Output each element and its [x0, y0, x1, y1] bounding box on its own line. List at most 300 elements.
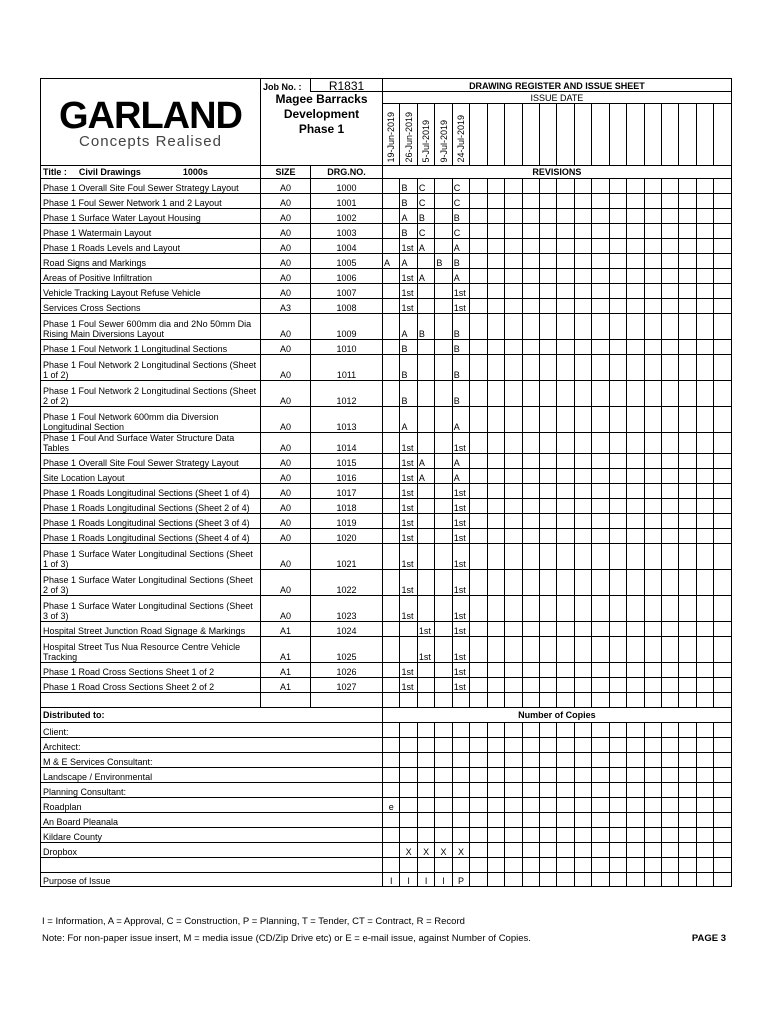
blank-row [41, 693, 732, 708]
revision-cell [714, 179, 732, 194]
copies-cell [644, 783, 661, 798]
copies-cell: X [417, 843, 434, 858]
revision-cell [522, 194, 539, 209]
revision-cell [609, 454, 626, 469]
revision-cell [592, 433, 609, 454]
revision-cell: 1st [400, 596, 417, 622]
revision-cell [487, 529, 504, 544]
revision-cell [609, 209, 626, 224]
revision-cell [679, 433, 696, 454]
revision-cell [592, 469, 609, 484]
revision-cell [557, 209, 574, 224]
revision-cell [470, 179, 487, 194]
recipient-row [41, 843, 732, 858]
revision-cell [696, 194, 713, 209]
revision-cell [557, 239, 574, 254]
revision-cell [627, 381, 644, 407]
copies-cell [470, 798, 487, 813]
revision-cell [714, 224, 732, 239]
drawing-row [41, 529, 732, 544]
revision-cell [609, 254, 626, 269]
revision-cell [417, 381, 434, 407]
drawing-number: 1011 [311, 355, 383, 381]
copies-cell [662, 843, 679, 858]
drawing-number: 1006 [311, 269, 383, 284]
revision-cell [557, 663, 574, 678]
revision-cell [470, 407, 487, 433]
revision-cell [417, 299, 434, 314]
copies-cell [627, 768, 644, 783]
revision-cell [592, 529, 609, 544]
drawing-row [41, 381, 732, 407]
drawing-title: Phase 1 Roads Levels and Layout [41, 239, 261, 254]
revision-cell [487, 299, 504, 314]
copies-cell [592, 738, 609, 753]
blank-cell [696, 693, 713, 708]
copies-cell [662, 723, 679, 738]
revision-cell [505, 254, 522, 269]
copies-cell [696, 843, 713, 858]
blank-cell [609, 858, 626, 873]
revision-cell [644, 355, 661, 381]
drawing-row [41, 269, 732, 284]
revision-cell [609, 433, 626, 454]
revision-cell [714, 299, 732, 314]
title-value: Civil Drawings [78, 167, 141, 177]
revision-cell [383, 544, 400, 570]
revision-cell [662, 314, 679, 340]
copies-cell [452, 753, 469, 768]
revision-cell [696, 299, 713, 314]
issue-date-cell [662, 104, 679, 166]
copies-cell [435, 723, 452, 738]
drawing-title: Site Location Layout [41, 469, 261, 484]
revision-cell [522, 254, 539, 269]
revision-cell [592, 314, 609, 340]
revision-cell [470, 514, 487, 529]
revision-cell [679, 570, 696, 596]
revision-cell [627, 314, 644, 340]
copies-cell [557, 783, 574, 798]
recipient-row [41, 738, 732, 753]
recipient-row [41, 828, 732, 843]
copies-cell [470, 813, 487, 828]
copies-cell: e [383, 798, 400, 813]
revision-cell [696, 284, 713, 299]
revision-cell [383, 407, 400, 433]
revision-cell [592, 596, 609, 622]
copies-cell [644, 768, 661, 783]
revision-cell [539, 407, 556, 433]
revision-cell [662, 239, 679, 254]
revision-cell [557, 254, 574, 269]
revision-cell [574, 381, 591, 407]
blank-cell [522, 693, 539, 708]
revision-cell [557, 194, 574, 209]
revision-cell [627, 570, 644, 596]
issue-date: 9-Jul-2019 [438, 120, 449, 163]
drawing-row [41, 179, 732, 194]
revision-cell [400, 622, 417, 637]
drawing-size: A0 [261, 454, 311, 469]
blank-cell [487, 693, 504, 708]
revision-cell [714, 194, 732, 209]
copies-cell [662, 813, 679, 828]
revision-cell [574, 284, 591, 299]
revision-cell [522, 239, 539, 254]
blank-cell [452, 693, 469, 708]
blank-cell [696, 858, 713, 873]
revision-cell [487, 269, 504, 284]
copies-cell [505, 843, 522, 858]
blank-cell [487, 858, 504, 873]
copies-cell [696, 828, 713, 843]
recipient-name: Planning Consultant: [41, 783, 383, 798]
revision-cell [592, 224, 609, 239]
revision-cell [627, 596, 644, 622]
revision-cell [609, 284, 626, 299]
revision-cell [696, 622, 713, 637]
revision-cell: B [417, 209, 434, 224]
issue-date: 26-Jun-2019 [403, 112, 414, 163]
copies-cell [417, 828, 434, 843]
issue-date-cell [627, 104, 644, 166]
revision-cell [714, 529, 732, 544]
revision-cell [696, 544, 713, 570]
revision-cell [539, 454, 556, 469]
revision-cell [574, 529, 591, 544]
revision-cell [696, 314, 713, 340]
size-header: SIZE [261, 166, 311, 179]
revision-cell [644, 381, 661, 407]
revision-cell [557, 484, 574, 499]
revision-cell [644, 637, 661, 663]
drawing-title: Phase 1 Foul And Surface Water Structure Data Tables [41, 433, 261, 454]
drawing-title: Phase 1 Foul Network 600mm dia Diversion Longitudinal Section [41, 407, 261, 433]
revision-cell [574, 407, 591, 433]
drawing-title: Areas of Positive Infiltration [41, 269, 261, 284]
copies-cell [609, 813, 626, 828]
revision-cell: 1st [452, 284, 469, 299]
revision-cell [435, 499, 452, 514]
copies-cell [505, 768, 522, 783]
revision-cell [609, 622, 626, 637]
revision-cell [644, 239, 661, 254]
copies-cell [435, 738, 452, 753]
copies-cell [435, 768, 452, 783]
revision-cell [627, 469, 644, 484]
revision-cell: 1st [452, 570, 469, 596]
revision-cell [609, 224, 626, 239]
revision-cell [609, 355, 626, 381]
revision-cell [627, 433, 644, 454]
issue-date-cell [383, 104, 400, 166]
revision-cell [662, 340, 679, 355]
drawing-size: A0 [261, 314, 311, 340]
blank-cell [592, 858, 609, 873]
issue-date-cell [696, 104, 713, 166]
recipient-row [41, 753, 732, 768]
revision-cell [714, 514, 732, 529]
project-line: Magee Barracks [275, 92, 368, 106]
blank-cell [435, 693, 452, 708]
copies-cell [696, 753, 713, 768]
logo-wordmark: GARLAND [59, 95, 242, 137]
revision-cell [644, 407, 661, 433]
revision-cell [417, 484, 434, 499]
copies-cell [383, 843, 400, 858]
revision-cell [609, 299, 626, 314]
revision-cell [557, 407, 574, 433]
revision-cell [662, 678, 679, 693]
revision-cell [557, 284, 574, 299]
revision-cell [417, 529, 434, 544]
revision-cell: C [417, 224, 434, 239]
revision-cell [470, 284, 487, 299]
revision-cell [679, 209, 696, 224]
revision-cell [417, 407, 434, 433]
revision-cell [714, 381, 732, 407]
drawing-number: 1014 [311, 433, 383, 454]
purpose-cell [539, 873, 556, 887]
drawing-size: A0 [261, 194, 311, 209]
revision-cell [679, 484, 696, 499]
copies-cell [470, 768, 487, 783]
revision-cell [609, 514, 626, 529]
revision-cell [609, 484, 626, 499]
blank-cell [261, 693, 311, 708]
revision-cell [417, 544, 434, 570]
copies-cell [644, 723, 661, 738]
revision-cell [696, 340, 713, 355]
copies-cell [470, 723, 487, 738]
drawing-title: Phase 1 Foul Network 1 Longitudinal Sections [41, 340, 261, 355]
issue-date-cell [644, 104, 661, 166]
revision-cell [522, 299, 539, 314]
revision-cell [522, 407, 539, 433]
revision-cell [522, 622, 539, 637]
revision-cell [435, 179, 452, 194]
copies-cell [383, 738, 400, 753]
logo-block [41, 79, 261, 166]
revision-cell [627, 663, 644, 678]
recipient-name: Landscape / Environmental [41, 768, 383, 783]
drawing-title: Phase 1 Surface Water Layout Housing [41, 209, 261, 224]
drawing-size: A0 [261, 284, 311, 299]
copies-cell [696, 783, 713, 798]
copies-cell [574, 738, 591, 753]
drawing-size: A0 [261, 254, 311, 269]
purpose-cell [522, 873, 539, 887]
copies-cell [714, 843, 732, 858]
revision-cell [557, 355, 574, 381]
revision-cell [557, 514, 574, 529]
revision-cell: B [452, 355, 469, 381]
revision-cell [627, 269, 644, 284]
blank-cell [383, 858, 400, 873]
copies-cell [539, 813, 556, 828]
revision-cell [383, 678, 400, 693]
revision-cell [539, 544, 556, 570]
copies-cell [696, 813, 713, 828]
revision-cell [679, 254, 696, 269]
revision-cell [714, 499, 732, 514]
revision-cell [522, 469, 539, 484]
copies-cell [487, 768, 504, 783]
revision-cell [505, 407, 522, 433]
drawing-size: A1 [261, 663, 311, 678]
purpose-cell [557, 873, 574, 887]
copies-cell [487, 738, 504, 753]
revision-cell: 1st [452, 663, 469, 678]
revision-cell [557, 469, 574, 484]
revision-cell [487, 454, 504, 469]
revision-cell [383, 340, 400, 355]
copies-cell [557, 813, 574, 828]
revision-cell: 1st [400, 239, 417, 254]
revision-cell [470, 194, 487, 209]
revision-cell [662, 299, 679, 314]
revision-cell [487, 499, 504, 514]
revision-cell [487, 407, 504, 433]
revision-cell [539, 355, 556, 381]
revision-cell [696, 484, 713, 499]
revision-cell [627, 637, 644, 663]
issue-date-cell [487, 104, 504, 166]
revision-cell [679, 529, 696, 544]
copies-cell [714, 738, 732, 753]
revision-cell [662, 663, 679, 678]
revision-cell [557, 622, 574, 637]
revision-cell [505, 224, 522, 239]
recipient-row [41, 798, 732, 813]
revision-cell [696, 570, 713, 596]
revision-cell [470, 314, 487, 340]
revision-cell: 1st [452, 514, 469, 529]
drawing-number: 1002 [311, 209, 383, 224]
revision-cell [609, 663, 626, 678]
copies-cell [400, 783, 417, 798]
revision-cell [522, 314, 539, 340]
copies-cell [435, 783, 452, 798]
revision-cell [696, 637, 713, 663]
revision-cell [470, 355, 487, 381]
revision-cell [487, 381, 504, 407]
revision-cell [714, 355, 732, 381]
blank-cell [505, 858, 522, 873]
issue-date-label: ISSUE DATE [383, 92, 732, 104]
revision-cell [714, 663, 732, 678]
revision-cell [592, 194, 609, 209]
revision-cell [417, 678, 434, 693]
copies-cell [557, 798, 574, 813]
revision-cell [696, 678, 713, 693]
copies-cell [539, 753, 556, 768]
revision-cell [539, 596, 556, 622]
revision-cell: A [400, 254, 417, 269]
revision-cell [417, 499, 434, 514]
blank-cell [41, 693, 261, 708]
revision-cell [487, 209, 504, 224]
drawing-size: A0 [261, 209, 311, 224]
blank-cell [679, 693, 696, 708]
revision-cell [487, 570, 504, 596]
revision-cell [609, 469, 626, 484]
copies-cell [609, 828, 626, 843]
revision-cell [644, 529, 661, 544]
copies-cell [574, 783, 591, 798]
copies-cell [609, 783, 626, 798]
copies-cell [505, 813, 522, 828]
revision-cell [644, 209, 661, 224]
revision-cell: 1st [417, 622, 434, 637]
revision-cell [679, 224, 696, 239]
revision-cell [557, 529, 574, 544]
revision-cell: A [383, 254, 400, 269]
revision-cell [522, 179, 539, 194]
revision-cell [522, 663, 539, 678]
drawing-title: Phase 1 Foul Network 2 Longitudinal Sections (Sheet 1 of 2) [41, 355, 261, 381]
revision-cell: B [400, 355, 417, 381]
revision-cell: 1st [452, 529, 469, 544]
revision-cell [383, 454, 400, 469]
revision-cell [627, 529, 644, 544]
revision-cell [714, 484, 732, 499]
copies-cell [487, 843, 504, 858]
blank-cell [539, 693, 556, 708]
revision-cell [557, 596, 574, 622]
revision-cell [487, 254, 504, 269]
distributed-to-label: Distributed to: [41, 708, 383, 723]
copies-cell [574, 813, 591, 828]
revision-cell [539, 194, 556, 209]
revision-cell [644, 544, 661, 570]
drawing-number: 1012 [311, 381, 383, 407]
copies-cell [505, 798, 522, 813]
revision-cell [609, 570, 626, 596]
purpose-cell [487, 873, 504, 887]
copies-cell [522, 753, 539, 768]
drawing-number: 1005 [311, 254, 383, 269]
revision-cell [435, 381, 452, 407]
copies-cell [592, 753, 609, 768]
blank-cell [470, 858, 487, 873]
revision-cell [505, 340, 522, 355]
revision-cell [662, 209, 679, 224]
revision-cell [505, 355, 522, 381]
revision-cell [592, 355, 609, 381]
revision-cell [714, 314, 732, 340]
revision-cell [539, 637, 556, 663]
purpose-label: Purpose of Issue [41, 873, 383, 887]
revision-cell: 1st [452, 484, 469, 499]
revision-cell [470, 622, 487, 637]
drawing-title: Phase 1 Foul Network 2 Longitudinal Sections (Sheet 2 of 2) [41, 381, 261, 407]
revision-cell [574, 355, 591, 381]
revision-cell [714, 239, 732, 254]
issue-date-cell [557, 104, 574, 166]
copies-cell [400, 738, 417, 753]
copies-cell [522, 798, 539, 813]
revision-cell [539, 314, 556, 340]
project-line: Phase 1 [298, 122, 345, 136]
copies-cell [470, 828, 487, 843]
revision-cell [679, 314, 696, 340]
revision-cell [557, 224, 574, 239]
revision-cell [435, 194, 452, 209]
recipient-name: An Board Pleanala [41, 813, 383, 828]
revision-cell [592, 454, 609, 469]
